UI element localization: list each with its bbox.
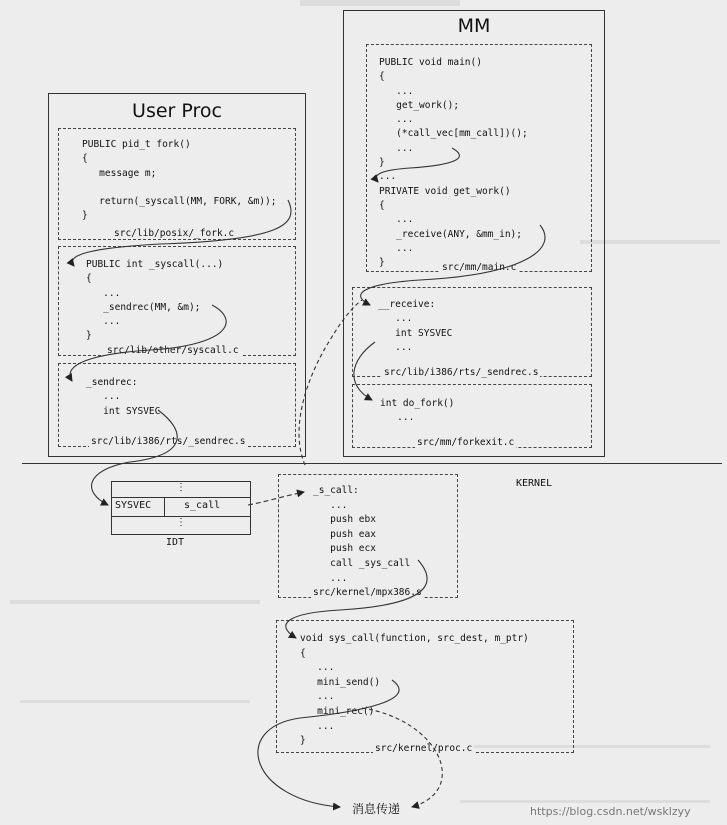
idt-dots-top: ⋮ <box>176 482 186 493</box>
s-call-file-label: src/kernel/mpx386.s <box>313 587 422 598</box>
idt-dots-bottom: ⋮ <box>176 517 186 528</box>
sendrec-code: _sendrec: ... int SYSVEC <box>86 377 161 417</box>
watermark: https://blog.csdn.net/wsklzyy <box>530 805 691 818</box>
sys-call-file-label: src/kernel/proc.c <box>375 743 473 754</box>
sys-call-code: void sys_call(function, src_dest, m_ptr) { ... mini_send() ... mini_rec() ... } <box>300 633 529 747</box>
syscall-file-label: src/lib/other/syscall.c <box>107 345 239 356</box>
idt-cell-divider <box>164 498 165 516</box>
message-passing-label: 消息传递 <box>352 802 401 816</box>
s-call-code: _s_call: ... push ebx push eax push ecx call _sys_call ... <box>313 485 411 584</box>
mm-receive-code: __receive: ... int SYSVEC ... <box>378 299 453 353</box>
mm-main-code: PUBLIC void main() { ... get_work(); ... (*call_vec[mm_call])(); ... } ... PRIVATE void get_work() { ... _receive(ANY, &mm_in); ... } <box>379 57 528 269</box>
sendrec-file-label: src/lib/i386/rts/_sendrec.s <box>91 436 246 447</box>
idt-row-sysvec <box>112 498 250 517</box>
idt-row-top <box>112 482 250 498</box>
syscall-code: PUBLIC int _syscall(...) { ... _sendrec(MM, &m); ... } <box>86 259 224 342</box>
idt-sysvec-label: SYSVEC <box>115 500 152 511</box>
mm-fork-file-label: src/mm/forkexit.c <box>417 437 515 448</box>
mm-receive-file-label: src/lib/i386/rts/_sendrec.s <box>384 367 539 378</box>
mm-main-file-label: src/mm/main.c <box>442 262 517 273</box>
idt-scall-entry: s_call <box>184 500 221 511</box>
idt-row-bottom <box>112 517 250 532</box>
kernel-divider <box>22 463 722 464</box>
mm-fork-code: int do_fork() ... <box>380 398 455 424</box>
fork-code: PUBLIC pid_t fork() { message m; return(_syscall(MM, FORK, &m)); } <box>82 139 277 222</box>
idt-table <box>111 481 251 535</box>
mm-title: MM <box>457 15 491 37</box>
idt-label: IDT <box>166 537 185 548</box>
fork-file-label: src/lib/posix/_fork.c <box>114 228 235 239</box>
user-proc-title: User Proc <box>132 100 222 122</box>
kernel-label: KERNEL <box>516 478 553 489</box>
